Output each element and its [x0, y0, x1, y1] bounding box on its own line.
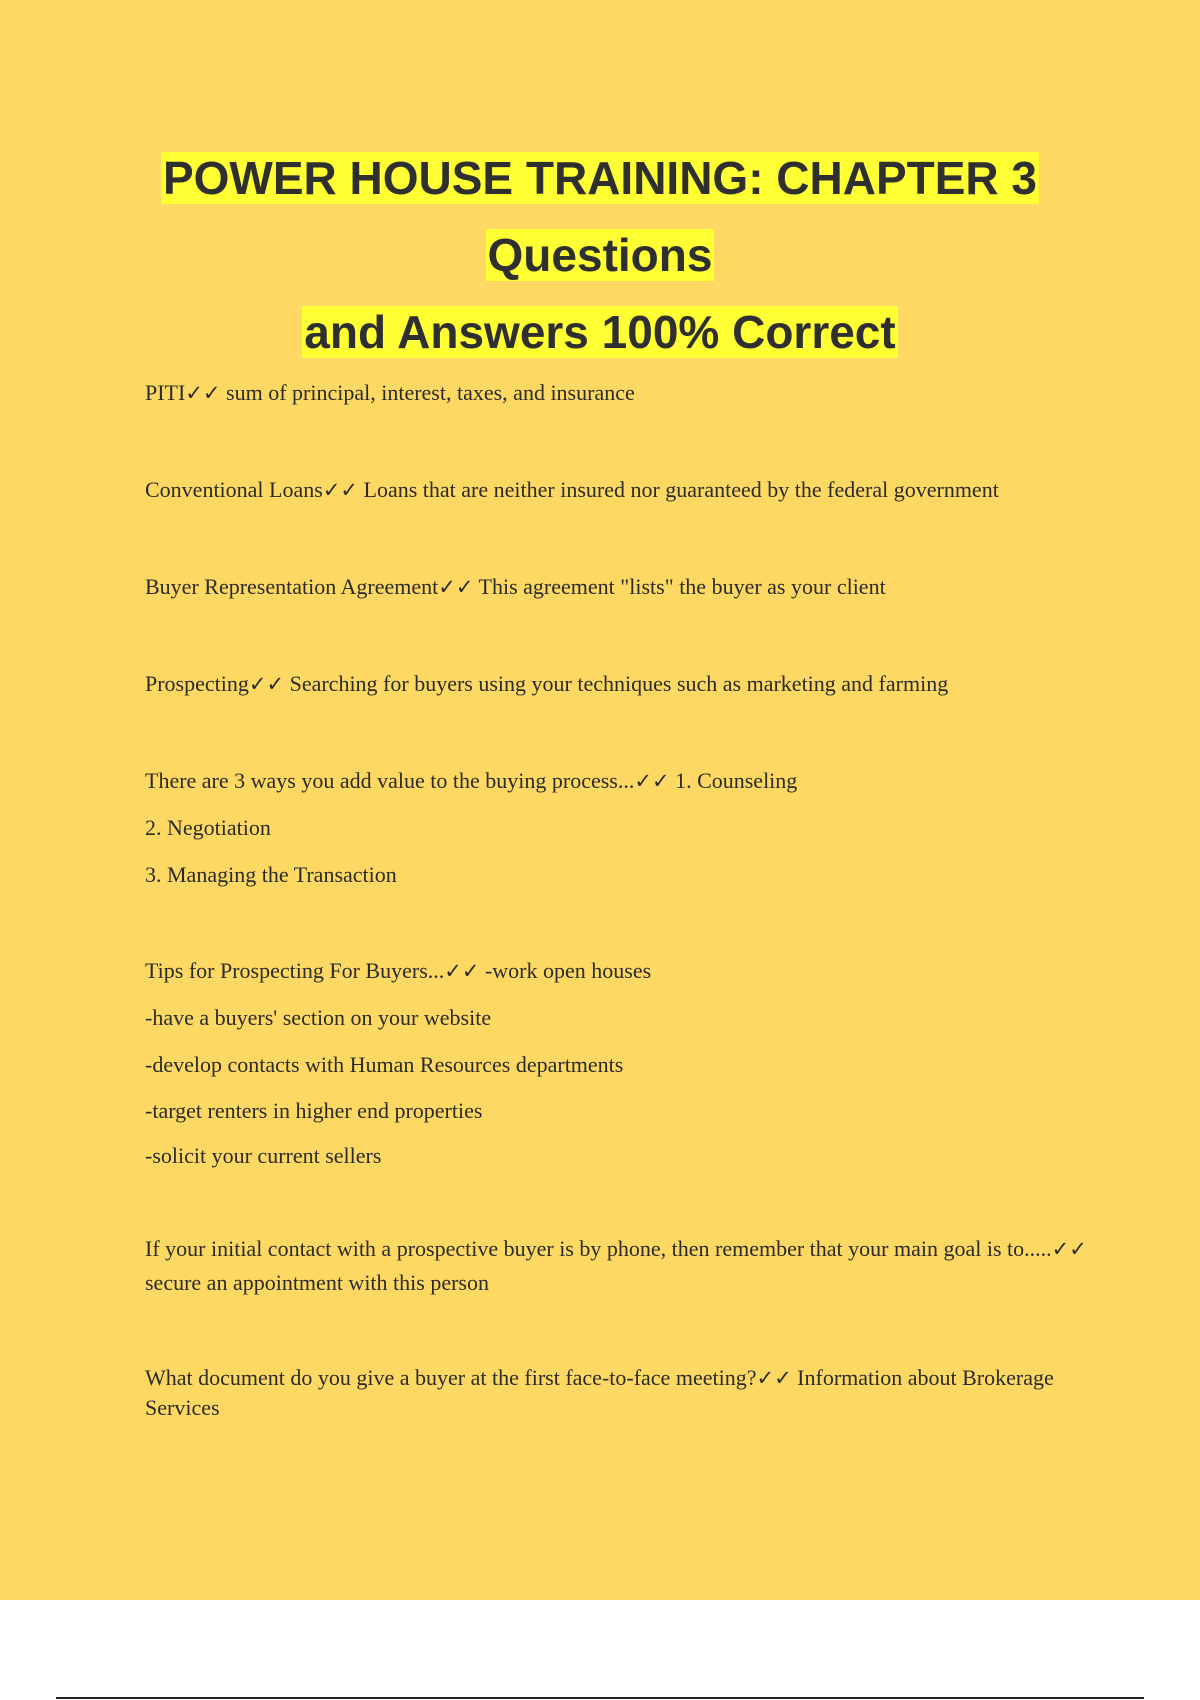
title-text-2: Questions — [487, 229, 713, 281]
title-text-1: POWER HOUSE TRAINING: CHAPTER 3 — [162, 152, 1038, 204]
title-line-2 — [0, 217, 1200, 294]
qa-term: If your initial contact with a prospective buyer is by phone, then remember that your main goal is to..... — [145, 1236, 1052, 1261]
qa-term: Buyer Representation Agreement — [145, 574, 439, 599]
qa-term: What document do you give a buyer at the first face-to-face meeting? — [145, 1365, 757, 1390]
qa-term: Conventional Loans — [145, 477, 323, 502]
qa-answer: Information about Brokerage Services — [145, 1365, 1054, 1420]
qa-answer: This agreement "lists" the buyer as your client — [473, 574, 886, 599]
title-line-3 — [0, 294, 1200, 371]
double-check-icon: ✓✓ — [756, 1366, 792, 1390]
qa-list-line: 2. Negotiation — [145, 815, 271, 840]
qa-answer: 1. Counseling — [669, 768, 798, 793]
qa-item-prospecting — [145, 667, 1095, 701]
qa-answer: sum of principal, interest, taxes, and insurance — [220, 380, 635, 405]
qa-list-line: -solicit your current sellers — [145, 1143, 382, 1168]
qa-term: Prospecting — [145, 671, 249, 696]
qa-item-buyer-representation — [145, 570, 1095, 604]
footer-divider — [56, 1697, 1144, 1699]
qa-list-line: -target renters in higher end properties — [145, 1098, 483, 1123]
qa-item-first-meeting-document — [145, 1363, 1095, 1423]
qa-item-add-value — [145, 764, 1095, 798]
qa-item-phone-contact — [145, 1232, 1095, 1300]
title-text-3: and Answers 100% Correct — [304, 306, 896, 358]
title-line-1 — [0, 140, 1200, 217]
double-check-icon: ✓✓ — [185, 381, 221, 405]
qa-item-piti — [145, 376, 1095, 410]
document-title — [0, 140, 1200, 371]
double-check-icon: ✓✓ — [438, 575, 474, 599]
double-check-icon: ✓✓ — [322, 478, 359, 502]
qa-list-line: -develop contacts with Human Resources departments — [145, 1052, 624, 1077]
qa-term: PITI — [145, 380, 186, 405]
double-check-icon: ✓✓ — [444, 959, 480, 983]
qa-answer: Searching for buyers using your techniques such as marketing and farming — [284, 671, 949, 696]
qa-item-prospecting-tips — [145, 954, 1095, 988]
qa-list-line: 3. Managing the Transaction — [145, 862, 397, 887]
qa-term: Tips for Prospecting For Buyers... — [145, 958, 445, 983]
qa-list-line: -have a buyers' section on your website — [145, 1005, 492, 1030]
qa-answer: -work open houses — [479, 958, 652, 983]
double-check-icon: ✓✓ — [634, 769, 670, 793]
qa-item-conventional-loans — [145, 473, 1095, 507]
qa-answer: secure an appointment with this person — [145, 1270, 489, 1295]
double-check-icon: ✓✓ — [248, 672, 285, 696]
qa-answer: Loans that are neither insured nor guaranteed by the federal government — [358, 477, 999, 502]
double-check-icon: ✓✓ — [1051, 1237, 1087, 1261]
qa-term: There are 3 ways you add value to the buying process... — [145, 768, 635, 793]
